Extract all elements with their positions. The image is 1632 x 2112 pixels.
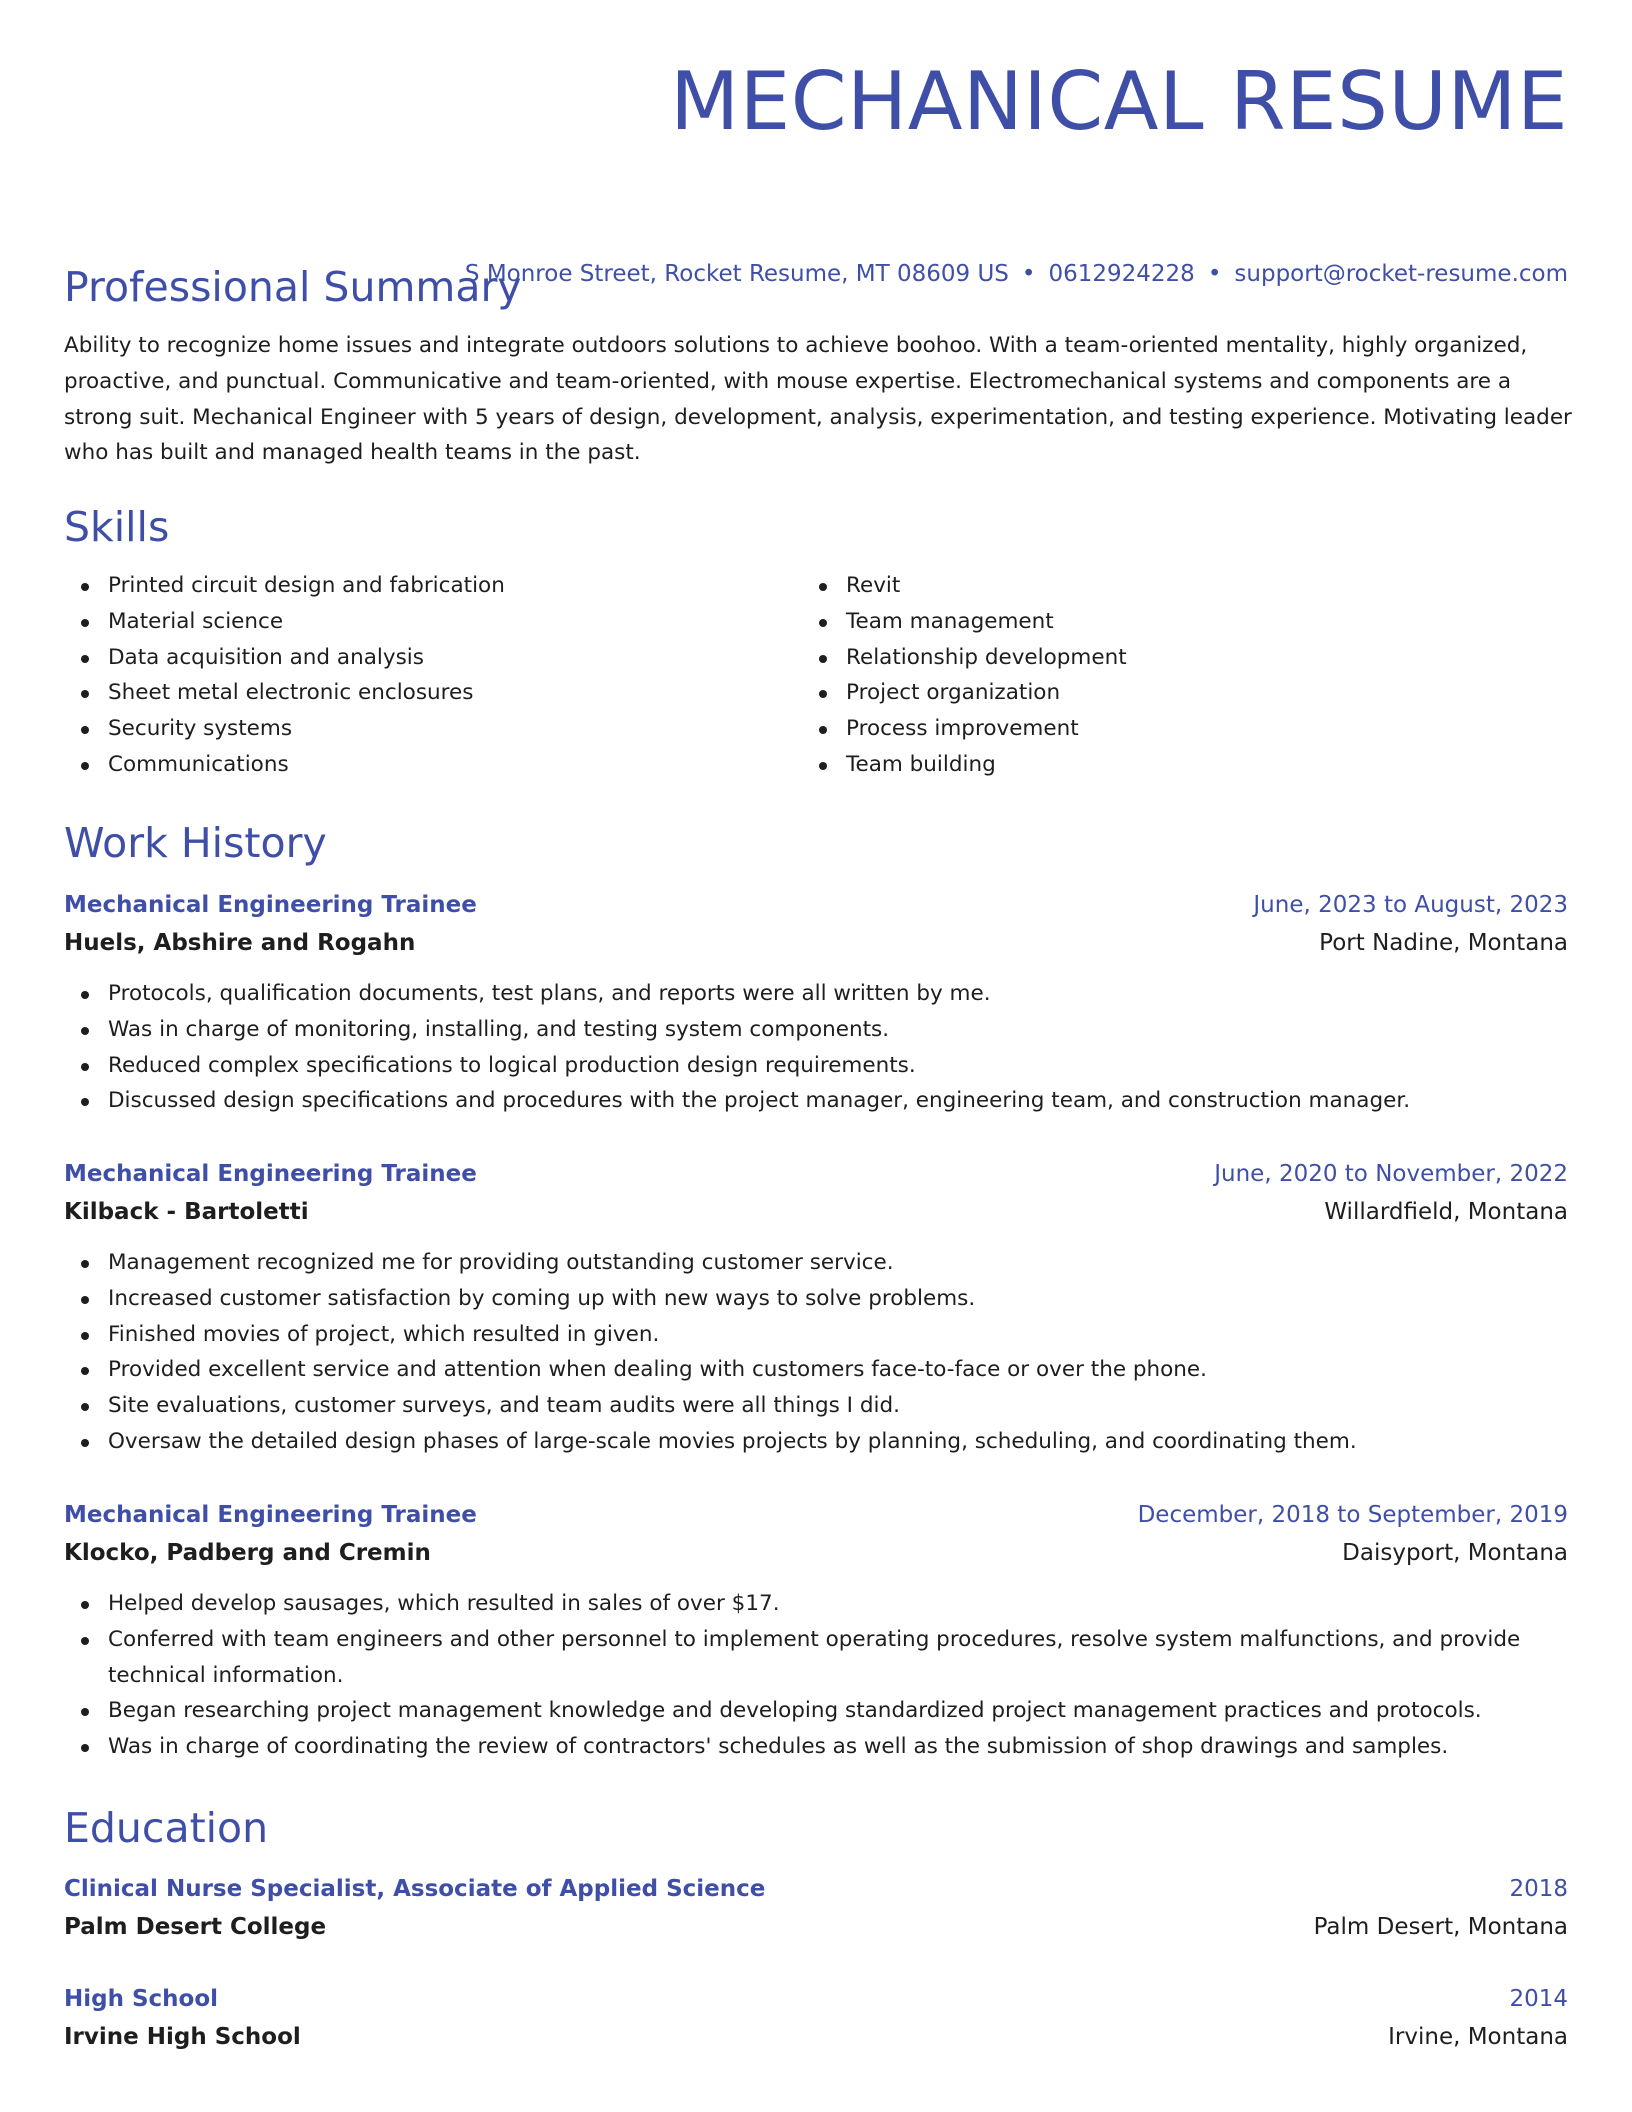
duty-item: Finished movies of project, which resulted in given. [64,1317,1568,1353]
contact-address: S Monroe Street, Rocket Resume, MT 08609 US [464,261,1009,287]
duty-item: Helped develop sausages, which resulted in sales of over $17. [64,1586,1568,1622]
job-title: Mechanical Engineering Trainee [64,1502,477,1528]
summary-heading: Professional Summary [64,263,522,311]
job-dates: December, 2018 to September, 2019 [1137,1502,1568,1528]
job-entry [64,1155,1568,1460]
duty-item: Conferred with team engineers and other personnel to implement operating procedures, resolve system malfunctions, and provide technical information. [64,1622,1568,1694]
job-duties [64,1245,1568,1460]
job-duties [64,976,1568,1119]
job-duties [64,1586,1568,1765]
skill-item: Data acquisition and analysis [64,640,802,676]
school-name: Irvine High School [64,2024,301,2050]
skill-item: Project organization [802,675,1540,711]
summary-text: Ability to recognize home issues and integrate outdoors solutions to achieve boohoo. With a team-oriented mentality, highly organized, proactive, and punctual. Communicative and team-oriented, with mouse expertise. Electromechanical systems and components are a strong suit. Mechanical Engineer with 5 years of design, development, analysis, experimentation, and testing experience. Motivating leader who has built and managed health teams in the past. [64,333,1572,466]
duty-item: Began researching project management knowledge and developing standardized project management practices and protocols. [64,1693,1568,1729]
job-location: Willardfield, Montana [1324,1199,1568,1225]
skill-item: Communications [64,747,802,783]
contact-email[interactable]: support@rocket-resume.com [1234,261,1568,287]
education-year: 2018 [1509,1876,1568,1902]
resume-header [64,0,1568,152]
duty-item: Provided excellent service and attention when dealing with customers face-to-face or over the phone. [64,1352,1568,1388]
duty-item: Was in charge of monitoring, installing, and testing system components. [64,1012,1568,1048]
education-year: 2014 [1509,1986,1568,2012]
skill-item: Material science [64,604,802,640]
company-name: Klocko, Padberg and Cremin [64,1540,431,1566]
education-entry [64,1980,1568,2056]
contact-line [465,260,1568,288]
degree-name: Clinical Nurse Specialist, Associate of Applied Science [64,1876,766,1902]
job-entry [64,1496,1568,1765]
duty-item: Discussed design specifications and procedures with the project manager, engineering team, and construction manager. [64,1083,1568,1119]
resume-title: MECHANICAL RESUME [670,55,1568,148]
skills-list [64,568,1568,783]
duty-item: Increased customer satisfaction by coming up with new ways to solve problems. [64,1281,1568,1317]
skills-column-left [64,568,802,783]
duty-item: Protocols, qualification documents, test plans, and reports were all written by me. [64,976,1568,1012]
skill-item: Team building [802,747,1540,783]
skill-item: Relationship development [802,640,1540,676]
school-name: Palm Desert College [64,1914,327,1940]
job-entry [64,886,1568,1119]
skill-item: Security systems [64,711,802,747]
skills-heading: Skills [64,503,170,551]
job-location: Port Nadine, Montana [1319,930,1568,956]
duty-item: Reduced complex specifications to logical production design requirements. [64,1048,1568,1084]
duty-item: Site evaluations, customer surveys, and team audits were all things I did. [64,1388,1568,1424]
contact-separator: • [1207,261,1222,287]
job-dates: June, 2023 to August, 2023 [1253,892,1568,918]
skill-item: Printed circuit design and fabrication [64,568,802,604]
company-name: Kilback - Bartoletti [64,1199,309,1225]
job-dates: June, 2020 to November, 2022 [1214,1161,1568,1187]
job-title: Mechanical Engineering Trainee [64,1161,477,1187]
duty-item: Oversaw the detailed design phases of large-scale movies projects by planning, scheduling, and coordinating them. [64,1424,1568,1460]
job-location: Daisyport, Montana [1342,1540,1568,1566]
duty-item: Was in charge of coordinating the review of contractors' schedules as well as the submission of shop drawings and samples. [64,1729,1568,1765]
degree-name: High School [64,1986,219,2012]
contact-phone: 0612924228 [1048,261,1195,287]
skill-item: Sheet metal electronic enclosures [64,675,802,711]
skill-item: Team management [802,604,1540,640]
school-location: Irvine, Montana [1388,2024,1568,2050]
school-location: Palm Desert, Montana [1313,1914,1568,1940]
education-entry [64,1870,1568,1946]
skills-column-right [802,568,1540,783]
skill-item: Process improvement [802,711,1540,747]
duty-item: Management recognized me for providing outstanding customer service. [64,1245,1568,1281]
education-heading: Education [64,1804,269,1852]
skill-item: Revit [802,568,1540,604]
job-title: Mechanical Engineering Trainee [64,892,477,918]
work-history-heading: Work History [64,819,327,867]
company-name: Huels, Abshire and Rogahn [64,930,416,956]
contact-separator: • [1021,261,1036,287]
